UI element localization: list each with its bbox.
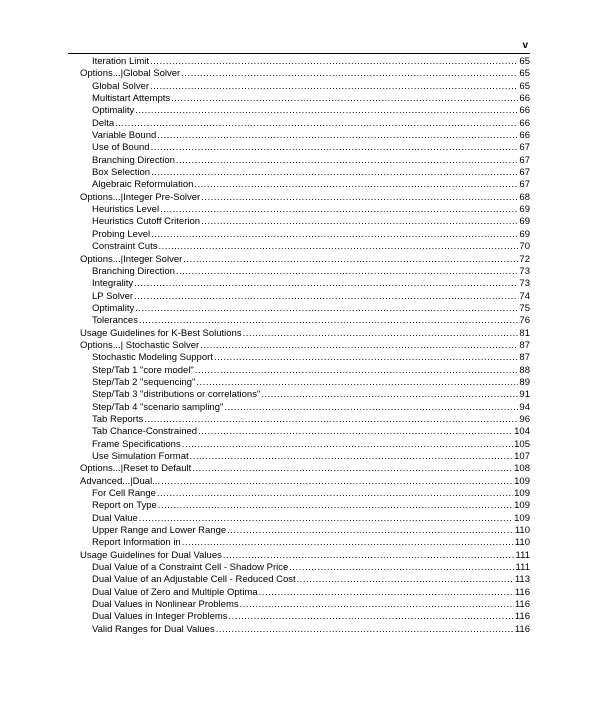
toc-subsection-entry[interactable]: [80, 365, 530, 377]
toc-dot-leader: [176, 266, 519, 278]
toc-entry-title: Global Solver: [92, 80, 150, 92]
toc-dot-leader: [200, 340, 518, 352]
toc-entry-title: Report on Type: [92, 500, 157, 512]
toc-subsection-entry[interactable]: [80, 562, 530, 574]
toc-entry-page-number: 70: [519, 241, 530, 253]
toc-subsection-entry[interactable]: [80, 179, 530, 191]
toc-entry-page-number: 116: [514, 611, 530, 623]
toc-dot-leader: [157, 488, 513, 500]
toc-dot-leader: [139, 315, 518, 327]
toc-subsection-entry[interactable]: [80, 377, 530, 389]
toc-subsection-entry[interactable]: [80, 291, 530, 303]
toc-subsection-entry[interactable]: [80, 142, 530, 154]
toc-entry-page-number: 87: [519, 339, 530, 351]
toc-entry-title: Advanced...|Dual...: [80, 475, 161, 487]
toc-section-entry[interactable]: [80, 192, 530, 204]
toc-entry-page-number: 65: [519, 80, 530, 92]
toc-dot-leader: [134, 291, 518, 303]
toc-dot-leader: [190, 451, 514, 463]
toc-entry-page-number: 65: [519, 56, 530, 67]
toc-entry-title: Delta: [92, 117, 115, 129]
toc-entry-title: Constraint Cuts: [92, 241, 158, 253]
toc-entry-title: Options...| Stochastic Solver: [80, 339, 200, 351]
toc-dot-leader: [157, 130, 518, 142]
toc-subsection-entry[interactable]: [80, 352, 530, 364]
toc-entry-page-number: 67: [519, 154, 530, 166]
toc-entry-title: Integrality: [92, 278, 134, 290]
toc-entry-title: Dual Value of a Constraint Cell - Shadow Price: [92, 562, 289, 574]
toc-subsection-entry[interactable]: [80, 204, 530, 216]
toc-entry-title: Branching Direction: [92, 154, 175, 166]
toc-subsection-entry[interactable]: [80, 81, 530, 93]
toc-subsection-entry[interactable]: [80, 130, 530, 142]
toc-dot-leader: [151, 167, 518, 179]
toc-subsection-entry[interactable]: [80, 599, 530, 611]
toc-entry-title: LP Solver: [92, 290, 134, 302]
toc-dot-leader: [158, 500, 513, 512]
toc-entry-title: Dual Value of an Adjustable Cell - Reduced Cost: [92, 574, 296, 586]
toc-entry-page-number: 74: [519, 290, 530, 302]
toc-dot-leader: [194, 179, 518, 191]
toc-entry-page-number: 87: [519, 352, 530, 364]
toc-entry-title: Branching Direction: [92, 265, 175, 277]
toc-entry-title: Upper Range and Lower Range: [92, 525, 227, 537]
toc-entry-title: Step/Tab 1 "core model": [92, 364, 194, 376]
toc-section-entry[interactable]: [80, 340, 530, 352]
toc-entry-title: Optimality: [92, 302, 135, 314]
toc-entry-page-number: 94: [519, 401, 530, 413]
toc-dot-leader: [115, 118, 518, 130]
toc-subsection-entry[interactable]: [80, 513, 530, 525]
toc-entry-title: Multistart Attempts: [92, 93, 171, 105]
toc-dot-leader: [171, 93, 518, 105]
toc-dot-leader: [195, 365, 519, 377]
toc-entry-title: Tolerances: [92, 315, 138, 327]
toc-dot-leader: [261, 389, 518, 401]
toc-subsection-entry[interactable]: [80, 414, 530, 426]
toc-entry-title: Usage Guidelines for K-Best Solutions: [80, 327, 242, 339]
toc-entry-page-number: 108: [514, 463, 530, 475]
toc-subsection-entry[interactable]: [80, 56, 530, 68]
toc-dot-leader: [182, 439, 513, 451]
toc-entry-page-number: 66: [519, 93, 530, 105]
toc-entry-page-number: 109: [514, 512, 530, 524]
toc-dot-leader: [161, 476, 513, 488]
toc-entry-title: Iteration Limit: [92, 56, 150, 67]
toc-entry-title: For Cell Range: [92, 488, 156, 500]
toc-section-entry[interactable]: [80, 476, 530, 488]
toc-subsection-entry[interactable]: [80, 155, 530, 167]
toc-entry-page-number: 107: [514, 451, 530, 462]
toc-entry-title: Algebraic Reformulation: [92, 179, 194, 191]
toc-dot-leader: [227, 525, 514, 537]
toc-subsection-entry[interactable]: [80, 278, 530, 290]
toc-subsection-entry[interactable]: [80, 93, 530, 105]
toc-entry-page-number: 116: [514, 623, 530, 635]
toc-entry-page-number: 104: [514, 426, 530, 438]
toc-entry-page-number: 67: [519, 142, 530, 154]
toc-subsection-entry[interactable]: [80, 229, 530, 241]
toc-entry-title: Variable Bound: [92, 130, 157, 142]
toc-entry-title: Dual Value: [92, 512, 138, 524]
toc-subsection-entry[interactable]: [80, 500, 530, 512]
toc-subsection-entry[interactable]: [80, 624, 530, 636]
toc-dot-leader: [192, 463, 513, 475]
toc-subsection-entry[interactable]: [80, 105, 530, 117]
toc-dot-leader: [201, 192, 518, 204]
toc-dot-leader: [134, 278, 518, 290]
toc-subsection-entry[interactable]: [80, 587, 530, 599]
toc-subsection-entry[interactable]: [80, 439, 530, 451]
toc-dot-leader: [297, 574, 514, 586]
toc-subsection-entry[interactable]: [80, 574, 530, 586]
table-of-contents: [80, 56, 530, 636]
toc-entry-title: Options...|Reset to Default: [80, 463, 192, 475]
toc-subsection-entry[interactable]: [80, 266, 530, 278]
toc-entry-title: Options...|Integer Solver: [80, 253, 183, 265]
toc-entry-page-number: 111: [515, 549, 530, 561]
toc-dot-leader: [151, 142, 519, 154]
toc-entry-title: Heuristics Cutoff Criterion: [92, 216, 201, 228]
toc-entry-page-number: 73: [519, 265, 530, 277]
toc-entry-title: Use of Bound: [92, 142, 150, 154]
toc-subsection-entry[interactable]: [80, 537, 530, 549]
toc-entry-title: Options...|Integer Pre-Solver: [80, 191, 201, 203]
toc-entry-title: Step/Tab 3 "distributions or correlations": [92, 389, 261, 401]
toc-subsection-entry[interactable]: [80, 118, 530, 130]
toc-dot-leader: [289, 562, 514, 574]
toc-entry-page-number: 69: [519, 228, 530, 240]
toc-entry-title: Step/Tab 2 "sequencing": [92, 376, 196, 388]
toc-entry-page-number: 76: [519, 315, 530, 327]
toc-entry-title: Dual Values in Integer Problems: [92, 611, 228, 623]
toc-entry-title: Heuristics Level: [92, 204, 160, 216]
toc-entry-page-number: 116: [514, 599, 530, 611]
toc-dot-leader: [144, 414, 518, 426]
toc-dot-leader: [198, 426, 513, 438]
toc-subsection-entry[interactable]: [80, 402, 530, 414]
toc-entry-page-number: 109: [514, 488, 530, 500]
toc-entry-page-number: 75: [519, 302, 530, 314]
toc-entry-page-number: 89: [519, 376, 530, 388]
toc-section-entry[interactable]: [80, 463, 530, 475]
toc-dot-leader: [135, 105, 518, 117]
toc-dot-leader: [183, 254, 518, 266]
toc-dot-leader: [196, 377, 518, 389]
toc-entry-page-number: 69: [519, 204, 530, 216]
toc-entry-page-number: 73: [519, 278, 530, 290]
toc-entry-page-number: 111: [515, 562, 530, 574]
toc-entry-title: Stochastic Modeling Support: [92, 352, 213, 364]
toc-entry-title: Valid Ranges for Dual Values: [92, 623, 215, 635]
header-rule: [68, 53, 530, 54]
toc-entry-page-number: 113: [514, 574, 530, 586]
toc-dot-leader: [224, 402, 518, 414]
toc-entry-page-number: 66: [519, 117, 530, 129]
toc-entry-page-number: 110: [514, 525, 530, 537]
toc-entry-page-number: 68: [519, 191, 530, 203]
toc-subsection-entry[interactable]: [80, 303, 530, 315]
toc-subsection-entry[interactable]: [80, 389, 530, 401]
toc-dot-leader: [229, 611, 514, 623]
toc-subsection-entry[interactable]: [80, 525, 530, 537]
toc-subsection-entry[interactable]: [80, 488, 530, 500]
toc-entry-title: Dual Values in Nonlinear Problems: [92, 599, 239, 611]
toc-entry-page-number: 96: [519, 413, 530, 425]
toc-section-entry[interactable]: [80, 68, 530, 80]
toc-entry-title: Options...|Global Solver: [80, 68, 181, 80]
toc-entry-page-number: 67: [519, 167, 530, 179]
toc-entry-page-number: 72: [519, 253, 530, 265]
toc-subsection-entry[interactable]: [80, 426, 530, 438]
toc-entry-page-number: 69: [519, 216, 530, 228]
toc-subsection-entry[interactable]: [80, 451, 530, 463]
toc-dot-leader: [176, 155, 519, 167]
toc-section-entry[interactable]: [80, 254, 530, 266]
toc-dot-leader: [240, 599, 514, 611]
toc-entry-title: Optimality: [92, 105, 135, 117]
toc-entry-page-number: 105: [514, 438, 530, 450]
toc-entry-page-number: 109: [514, 475, 530, 487]
toc-entry-title: Usage Guidelines for Dual Values: [80, 549, 222, 561]
toc-entry-page-number: 110: [514, 537, 530, 549]
toc-entry-title: Probing Level: [92, 228, 151, 240]
page-number: v: [522, 40, 528, 51]
toc-entry-page-number: 66: [519, 130, 530, 142]
toc-subsection-entry[interactable]: [80, 167, 530, 179]
toc-dot-leader: [182, 537, 514, 549]
toc-subsection-entry[interactable]: [80, 611, 530, 623]
toc-section-entry[interactable]: [80, 328, 530, 340]
toc-dot-leader: [135, 303, 518, 315]
toc-entry-title: Dual Value of Zero and Multiple Optima: [92, 586, 258, 598]
toc-entry-title: Frame Specifications: [92, 438, 181, 450]
toc-dot-leader: [158, 241, 518, 253]
toc-subsection-entry[interactable]: [80, 315, 530, 327]
toc-entry-title: Box Selection: [92, 167, 151, 179]
toc-dot-leader: [181, 68, 518, 80]
toc-dot-leader: [216, 624, 514, 636]
toc-entry-page-number: 91: [519, 389, 530, 401]
toc-entry-title: Report Information in: [92, 537, 181, 549]
toc-entry-page-number: 116: [514, 586, 530, 598]
toc-dot-leader: [243, 328, 519, 340]
toc-entry-title: Step/Tab 4 "scenario sampling": [92, 401, 224, 413]
toc-subsection-entry[interactable]: [80, 241, 530, 253]
toc-entry-page-number: 67: [519, 179, 530, 191]
toc-section-entry[interactable]: [80, 550, 530, 562]
toc-entry-title: Tab Reports: [92, 413, 144, 425]
toc-entry-page-number: 88: [519, 364, 530, 376]
toc-entry-page-number: 109: [514, 500, 530, 512]
toc-dot-leader: [160, 204, 518, 216]
toc-subsection-entry[interactable]: [80, 216, 530, 228]
toc-dot-leader: [223, 550, 515, 562]
toc-entry-page-number: 65: [519, 68, 530, 80]
toc-dot-leader: [150, 81, 518, 93]
toc-dot-leader: [259, 587, 514, 599]
toc-dot-leader: [151, 229, 518, 241]
toc-dot-leader: [150, 56, 518, 68]
toc-entry-page-number: 81: [519, 327, 530, 339]
toc-entry-page-number: 66: [519, 105, 530, 117]
toc-entry-title: Tab Chance-Constrained: [92, 426, 198, 438]
toc-dot-leader: [214, 352, 518, 364]
toc-dot-leader: [201, 216, 518, 228]
toc-dot-leader: [139, 513, 513, 525]
toc-entry-title: Use Simulation Format: [92, 451, 189, 462]
